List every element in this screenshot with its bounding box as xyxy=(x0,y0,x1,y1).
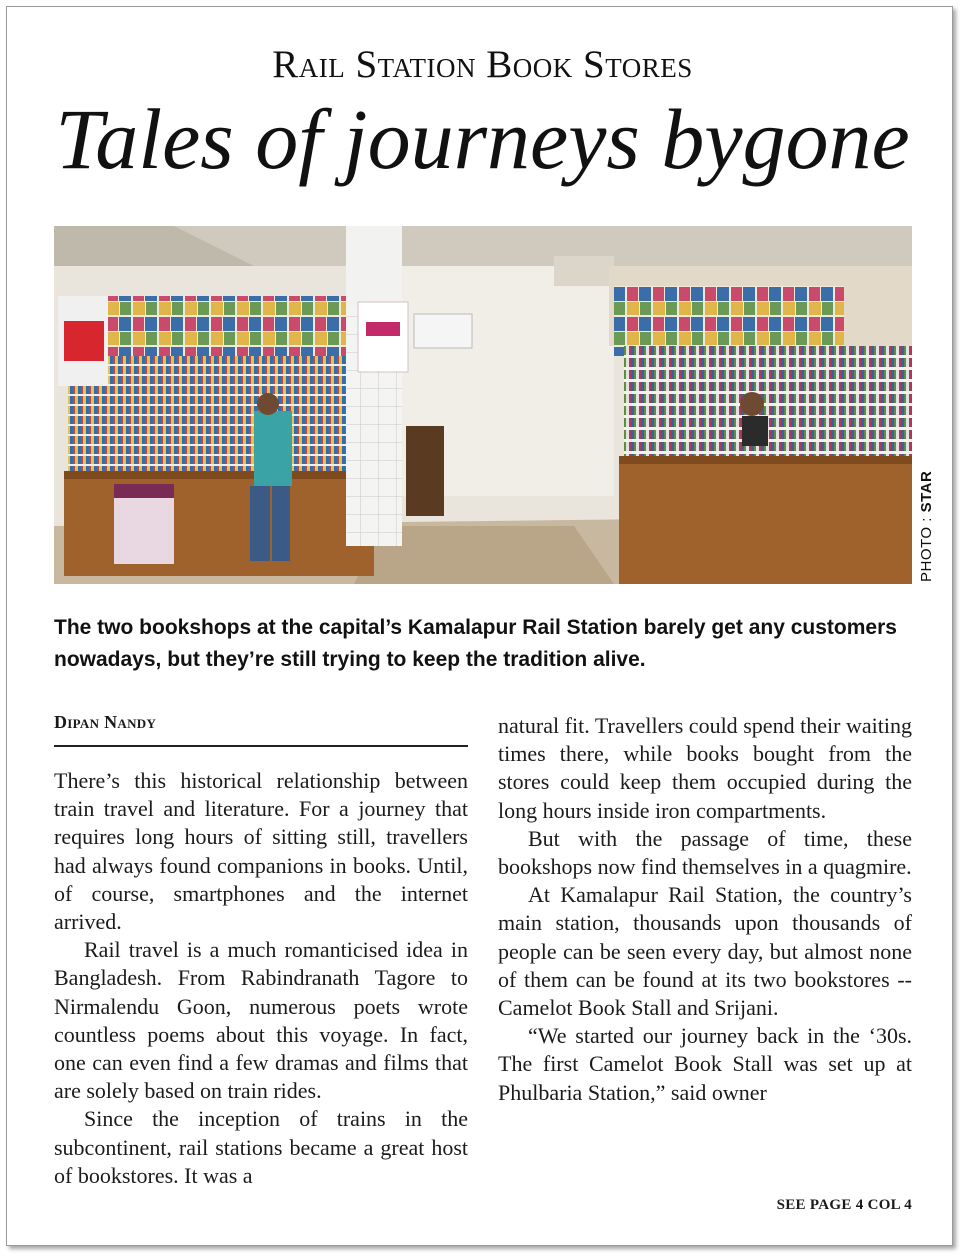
body-column-1 xyxy=(54,767,468,1190)
photo-credit-label: PHOTO : xyxy=(918,512,935,582)
photo-credit xyxy=(918,452,942,582)
byline-rule xyxy=(54,745,468,747)
photo-caption: The two bookshops at the capital’s Kamalapur Rail Station barely get any customers nowadays, but they’re still trying to keep the tradition alive. xyxy=(54,616,897,671)
body-column-2 xyxy=(498,712,912,1107)
paragraph: Since the inception of trains in the subcontinent, rail stations became a great host of bookstores. It was a xyxy=(54,1106,468,1188)
paragraph: natural fit. Travellers could spend their waiting times there, while books bought from the stores could keep them occupied during the long hours inside iron compartments. xyxy=(498,713,912,823)
bookstall-photo-illustration xyxy=(54,226,912,584)
paragraph: At Kamalapur Rail Station, the country’s main station, thousands upon thousands of people can be seen every day, but almost none of them can be found at its two bookstores -- Camelot Book Stall and Srijani. xyxy=(498,882,912,1021)
paragraph: “We started our journey back in the ‘30s. The first Camelot Book Stall was set up at Phulbaria Station,” said owner xyxy=(498,1023,912,1105)
paragraph: There’s this historical relationship between train travel and literature. For a journey that requires long hours of sitting still, travellers had always found companions in books. Until, of course, smartphones and the internet arrived. xyxy=(54,768,468,935)
bookstall-photo xyxy=(54,226,912,584)
paragraph: Rail travel is a much romanticised idea in Bangladesh. From Rabindranath Tagore to Nirmalendu Goon, numerous poets wrote countless poems about this voyage. In fact, one can even find a few dramas and films that are solely based on train rides. xyxy=(54,937,468,1104)
byline: Dipan Nandy xyxy=(54,712,157,732)
headline: Tales of journeys bygone xyxy=(55,91,910,187)
section-kicker: Rail Station Book Stores xyxy=(272,43,693,86)
paragraph: But with the passage of time, these bookshops now find themselves in a quagmire. xyxy=(498,825,912,880)
photo-credit-name: STAR xyxy=(918,470,935,513)
continuation-jump: SEE PAGE 4 COL 4 xyxy=(776,1197,912,1213)
